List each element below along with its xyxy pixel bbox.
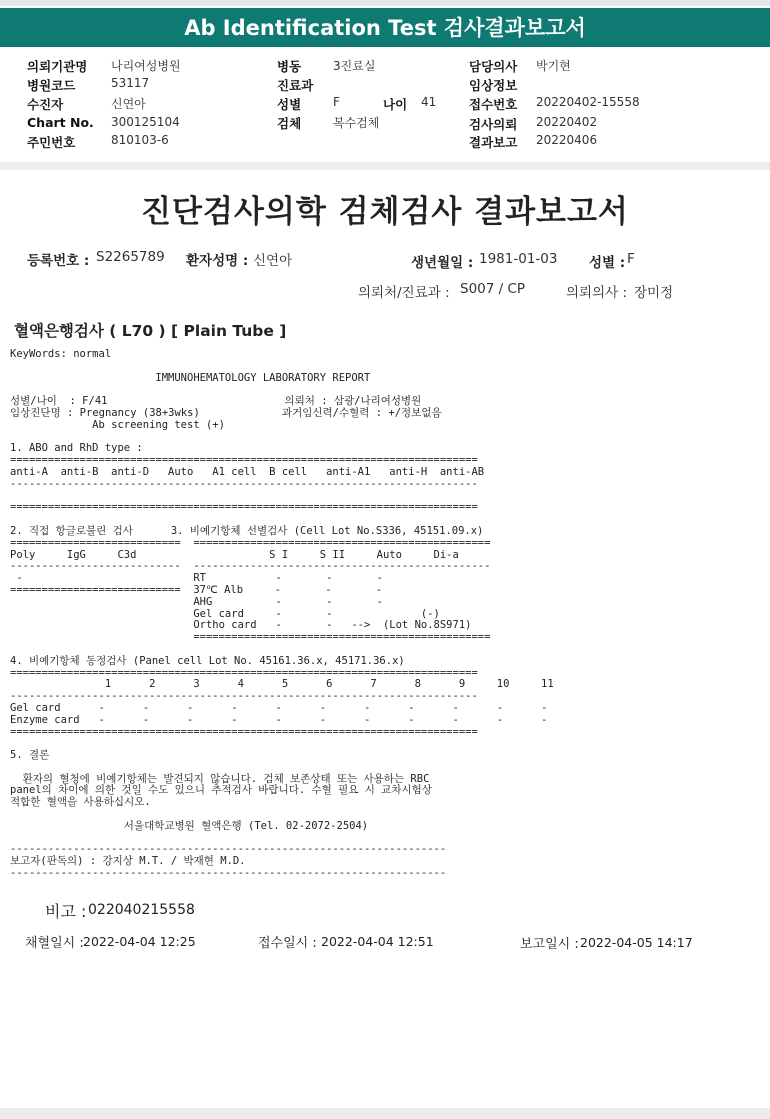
report-line: Gel card - - - - - - - - - - - [10,701,548,714]
hospital-code-value: 53117 [111,76,150,90]
report-line: panel의 차이에 의한 것일 수도 있으니 추적검사 바랍니다. 수혈 필요 시 교차시험상 [10,784,432,797]
report-line: Gel card - - (-) [10,607,440,620]
reg-no-value: S2265789 [96,249,165,265]
report-line: --------------------------------------------------------------------- [10,843,447,856]
resident-no-label: 주민번호 [27,135,76,150]
patient-value: 신연아 [111,97,146,111]
report-line: --------------------------- ----------------------------------------------- [10,560,491,573]
lab-test-header: 혈액은행검사 ( L70 ) [ Plain Tube ] [14,322,287,340]
age-label: 나이 [383,97,408,112]
report-line: =============================================== [10,631,491,644]
dob-value: 1981-01-03 [479,251,558,267]
patient-sex-label: 성별 : [589,255,626,271]
ward-value: 3진료실 [333,59,376,73]
accession-no-value: 20220402-15558 [536,95,640,109]
remark-value: 022040215558 [88,902,195,918]
referring-doctor-label: 의뢰의사 : [566,285,628,301]
report-line: 적합한 혈액을 사용하십시오. [10,796,151,809]
report-line: - RT - - - [10,572,383,585]
report-line: Poly IgG C3d S I S II Auto Di-a [10,548,459,561]
document-title: 진단검사의학 검체검사 결과보고서 [141,194,629,230]
bottom-border [0,1108,770,1119]
result-report-value: 20220406 [536,133,598,147]
report-line: ========================================================================== [10,501,478,514]
report-line: 성별/나이 : F/41 의뢰처 : 삼광/나리여성병원 [10,395,422,408]
patient-sex-value: F [627,251,635,267]
report-line: 2. 직접 항글로불린 검사 3. 비예기항체 선별검사 (Cell Lot No.S336, 45151.09.x) [10,524,484,537]
test-request-value: 20220402 [536,115,598,129]
patient-name-label: 환자성명 : [186,253,249,269]
report-line: 서울대학교병원 혈액은행 (Tel. 02-2072-2504) [10,819,369,832]
collected-label: 채혈일시 : [25,936,84,951]
accession-no-label: 접수번호 [469,97,518,112]
doctor-in-charge-label: 담당의사 [469,59,518,74]
section-divider [0,162,770,170]
doctor-in-charge-value: 박기현 [536,59,571,73]
report-line: Ortho card - - --> (Lot No.8S971) [10,619,472,632]
resident-no-value: 810103-6 [111,133,169,147]
patient-name-value: 신연아 [253,253,293,269]
remark-label: 비고 : [45,902,87,921]
report-line: KeyWords: normal [10,348,112,360]
ward-label: 병동 [277,59,302,74]
chart-no-label: Chart No. [27,115,94,130]
reported-value: 2022-04-05 14:17 [580,935,693,950]
report-line: ========================================================================== [10,454,478,467]
top-border [0,0,770,6]
chart-no-value: 300125104 [111,115,180,129]
test-request-label: 검사의뢰 [469,117,518,132]
sex-label: 성별 [277,97,302,112]
hospital-code-label: 병원코드 [27,78,76,93]
client-name-label: 의뢰기관명 [27,59,88,74]
client-name-value: 나리여성병원 [111,59,181,73]
report-line: ========================================================================== [10,666,478,679]
report-line: --------------------------------------------------------------------- [10,867,447,880]
sex-value: F [333,95,340,109]
specimen-label: 검체 [277,116,302,131]
received-value: 2022-04-04 12:51 [321,934,434,949]
dept-label: 의뢰처/진료과 : [358,285,450,301]
report-line: -------------------------------------------------------------------------- [10,477,478,490]
report-line: =========================== 37℃ Alb - - - [10,583,383,596]
report-line: AHG - - - [10,595,383,608]
report-line: IMMUNOHEMATOLOGY LABORATORY REPORT [10,371,371,384]
received-label: 접수일시 : [258,936,317,951]
report-line: =========================== =============================================== [10,536,491,549]
report-line: ========================================================================== [10,725,478,738]
specimen-value: 복수검체 [333,116,380,130]
report-line: 환자의 혈청에 비예기항체는 발견되지 않습니다. 검체 보존상태 또는 사용하는 RBC [10,772,430,785]
report-line: 보고자(판독의) : 강지상 M.T. / 박재현 M.D. [10,855,246,868]
report-line: Enzyme card - - - - - - - - - - - [10,713,548,726]
clinical-info-label: 임상정보 [469,78,518,93]
report-line: -------------------------------------------------------------------------- [10,690,478,703]
report-line: 5. 결론 [10,749,50,762]
report-line: 1 2 3 4 5 6 7 8 9 10 11 [10,678,554,691]
dob-label: 생년월일 : [411,255,474,271]
reported-label: 보고일시 : [520,937,579,952]
report-line: Ab screening test (+) [10,418,225,431]
collected-value: 2022-04-04 12:25 [83,934,196,949]
dept-value: S007 / CP [460,281,526,297]
report-line: 1. ABO and RhD type : [10,442,143,455]
report-line: 임상진단명 : Pregnancy (38+3wks) 과거임신력/수혈력 : +/정보없음 [10,406,442,419]
report-line: anti-A anti-B anti-D Auto A1 cell B cell anti-A1 anti-H anti-AB [10,465,485,478]
report-line: 4. 비예기항체 동정검사 (Panel cell Lot No. 45161.36.x, 45171.36.x) [10,654,405,667]
report-title-bar: Ab Identification Test 검사결과보고서 [0,8,770,47]
patient-label: 수진자 [27,97,64,112]
reg-no-label: 등록번호 : [27,253,90,269]
referring-doctor-value: 장미정 [634,285,674,301]
department-label: 진료과 [277,78,314,93]
result-report-label: 결과보고 [469,135,518,150]
age-value: 41 [421,95,437,109]
immunohematology-report [10,349,554,880]
